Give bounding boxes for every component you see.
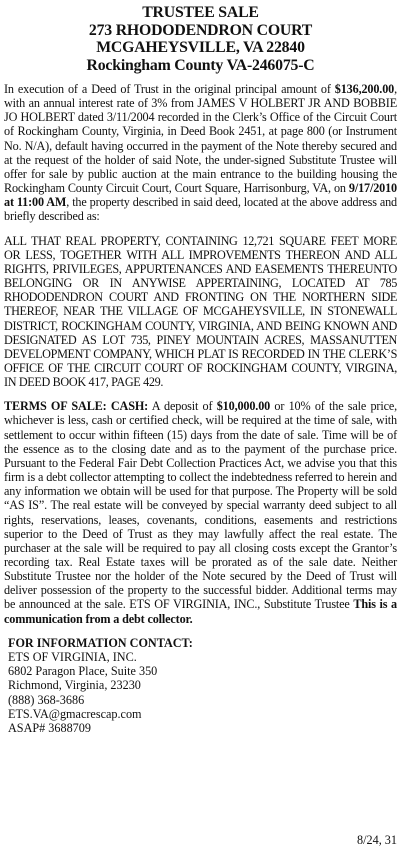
terms-text-1: A deposit of bbox=[148, 399, 217, 414]
terms-label: TERMS OF SALE: CASH: bbox=[4, 399, 149, 414]
property-city-state-zip: MCGAHEYSVILLE, VA 22840 bbox=[96, 39, 305, 56]
asap-number: ASAP# 3688709 bbox=[8, 721, 91, 735]
contact-block bbox=[4, 636, 397, 735]
contact-heading: FOR INFORMATION CONTACT: bbox=[8, 635, 193, 650]
notice-header bbox=[4, 4, 397, 74]
contact-company: ETS OF VIRGINIA, INC. bbox=[8, 649, 137, 664]
principal-amount: $136,200.00 bbox=[334, 82, 395, 96]
terms-paragraph bbox=[4, 399, 397, 626]
intro-text-3: , the property described in said deed, located at the above address and briefly described as: bbox=[4, 195, 397, 224]
county-case-number: Rockingham County VA-246075-C bbox=[86, 56, 315, 74]
intro-text-2: , with an annual interest rate of 3% from JAMES V HOLBERT JR AND BOBBIE JO HOLBERT dated 3/11/2004 recorded in the Clerk’s Office of the Circuit Court of Rockingham County, Virginia, in Deed Book 2451, at page 800 (or Instrument No. N/A), default having occurred in the payment of the Note thereby secured and at the request of the holder of said Note, the under-signed Substitute Trustee will offer for sale by public auction at the main entrance to the building housing the Rockingham County Circuit Court, Court Square, Harrisonburg, VA, on bbox=[4, 82, 397, 196]
publication-dates: 8/24, 31 bbox=[357, 833, 397, 847]
property-street-address: 273 RHODODENDRON COURT bbox=[88, 21, 313, 39]
deposit-amount: $10,000.00 bbox=[216, 399, 271, 414]
notice-body bbox=[4, 82, 397, 626]
contact-phone: (888) 368-3686 bbox=[8, 692, 85, 707]
intro-text-1: In execution of a Deed of Trust in the original principal amount of bbox=[4, 82, 335, 96]
terms-text-2: or 10% of the sale price, whichever is less, cash or certified check, will be required at the time of sale, with settlement to occur within fifteen (15) days from the date of sale. Time will be of the essence as to the closing date and as to the payment of the purchase price. Pursuant to the Federal Fair Debt Collection Practices Act, we advise you that this firm is a debt collector attempting to collect the indebtedness referred to herein and any information we obtain will be used for that purpose. The Property will be sold “AS IS”. The real estate will be conveyed by special warranty deed subject to all rights, reservations, leases, covenants, conditions, easements and restrictions superior to the Deed of Trust as they may lawfully affect the real estate. The purchaser at the sale will be required to pay all closing costs except the Grantor’s recording tax. Real Estate taxes will be prorated as of the sale date. Neither Substitute Trustee nor the holder of the Note secured by the Deed of Trust will deliver possession of the property to the successful bidder. Additional terms may be announced at the sale. ETS OF VIRGINIA, INC., Substitute Trustee bbox=[4, 399, 397, 612]
contact-email: ETS.VA@gmacrescap.com bbox=[8, 706, 142, 721]
sale-datetime: 9/17/2010 at 11:00 AM bbox=[4, 181, 397, 210]
legal-description: ALL THAT REAL PROPERTY, CONTAINING 12,721 SQUARE FEET MORE OR LESS, TOGETHER WITH ALL IMPROVEMENTS THEREON AND ALL RIGHTS, PRIVILEGES, APPURTENANCES AND EASEMENTS THEREUNTO BELONGING OR IN ANYWISE APPERTAINING, LOCATED AT 785 RHODODENDRON COURT AND FRONTING ON THE NORTHERN SIDE THEREOF, NEAR THE VILLAGE OF MCGAHEYSVILLE, IN STONEWALL DISTRICT, ROCKINGHAM COUNTY, VIRGINIA, AND BEING KNOWN AND DESIGNATED AS LOT 735, PINEY MOUNTAIN ACRES, MASSANUTTEN DEVELOPMENT COMPANY, WHICH PLAT IS RECORDED IN THE CLERK’S OFFICE OF THE CIRCUIT COURT OF ROCKINGHAM COUNTY, VIRGINA, IN DEED BOOK 417, PAGE 429. bbox=[4, 233, 397, 390]
notice-title: TRUSTEE SALE bbox=[142, 4, 259, 21]
intro-paragraph bbox=[4, 82, 397, 224]
contact-address-line-2: Richmond, Virginia, 23230 bbox=[8, 678, 141, 693]
debt-collector-notice: This is a communication from a debt collector. bbox=[4, 597, 397, 626]
contact-address-line-1: 6802 Paragon Place, Suite 350 bbox=[8, 664, 158, 679]
